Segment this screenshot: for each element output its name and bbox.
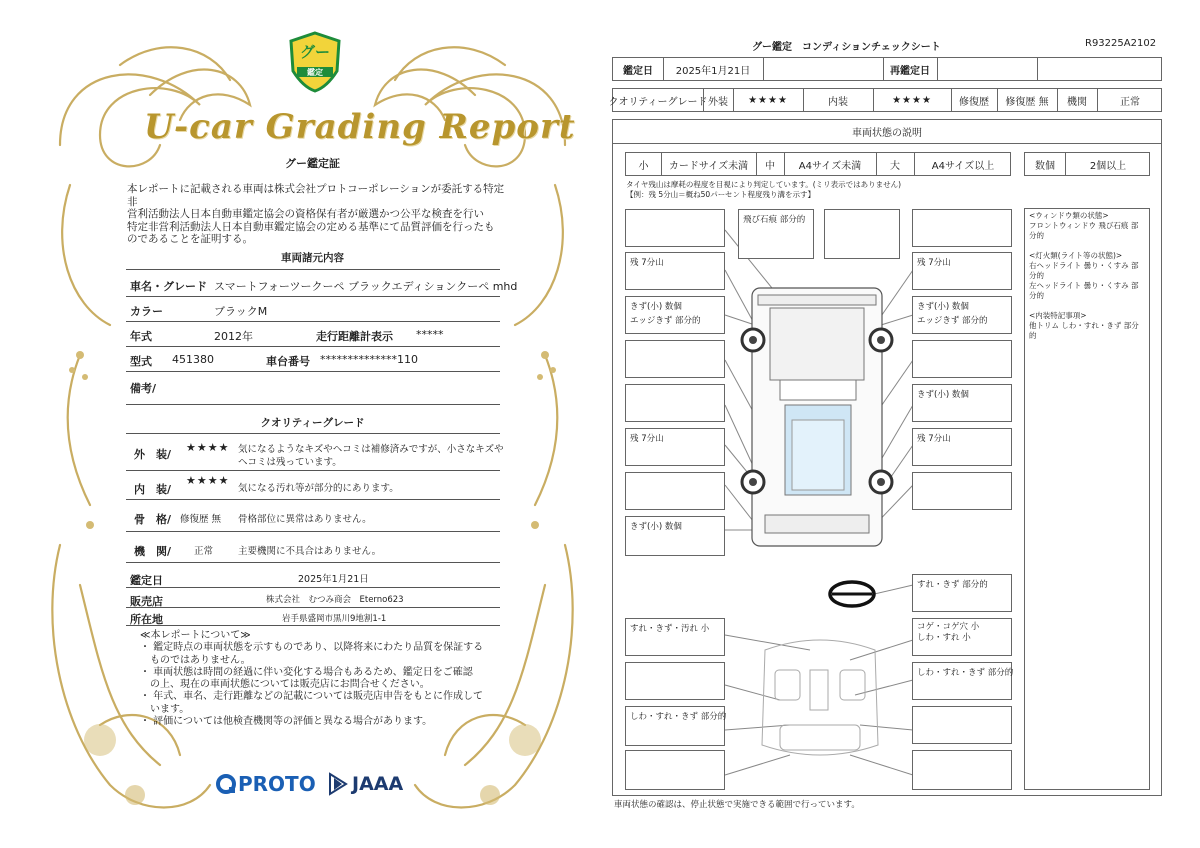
grading-certificate xyxy=(40,25,585,825)
spec-row-year: 年式 2012年 走行距離計表示 ***** xyxy=(126,322,500,347)
quality-row-exterior: 外 装/ ★★★★ 気になるようなキズやヘコミは補修済みですが、小さなキズや ヘコミは残っています。 xyxy=(126,435,500,471)
note-box-int-right-3 xyxy=(912,706,1012,744)
note-box-int-left-3: しわ・すれ・きず 部分的 xyxy=(625,706,725,746)
proto-logo: PROTO xyxy=(215,771,316,797)
count-legend: 数個 2個以上 xyxy=(1024,152,1150,176)
spec-heading: 車両諸元内容 xyxy=(281,252,344,264)
note-box-int-right-1: コゲ・コゲ穴 小 しわ・すれ 小 xyxy=(912,618,1012,656)
info-row-address: 所在地 岩手県盛岡市黒川9地割1-1 xyxy=(126,608,500,626)
info-row-date: 鑑定日 2025年1月21日 xyxy=(126,566,500,588)
note-box-l5 xyxy=(625,384,725,422)
goo-badge-icon xyxy=(287,31,343,93)
note-box-r4 xyxy=(912,340,1012,378)
quality-heading: クオリティーグレード xyxy=(260,417,365,429)
note-box-right-front-tire: 残 7分山 xyxy=(912,252,1012,290)
exterior-stars: ★★★★ xyxy=(186,441,230,454)
sheet-footer: 車両状態の確認は、停止状態で実施できる範囲で行っています。 xyxy=(614,800,860,810)
note-box-left-front-side: きず(小) 数個 エッジきず 部分的 xyxy=(625,296,725,334)
section-title: 車両状態の説明 xyxy=(613,120,1161,144)
note-box-r7 xyxy=(912,472,1012,510)
note-box-front-center: 飛び石痕 部分的 xyxy=(738,209,814,259)
note-box-l1 xyxy=(625,209,725,247)
quality-row-interior: 内 装/ ★★★★ 気になる汚れ等が部分的にあります。 xyxy=(126,471,500,500)
note-box-int-left-2 xyxy=(625,662,725,700)
note-box-l4 xyxy=(625,340,725,378)
report-number: R93225A2102 xyxy=(1085,38,1157,49)
note-box-left-front-tire: 残 7分山 xyxy=(625,252,725,290)
date-row: 鑑定日 2025年1月21日 再鑑定日 xyxy=(612,57,1162,81)
jaaa-logo: JAAA xyxy=(328,771,403,797)
proto-mark-icon xyxy=(215,773,237,795)
note-box-steering: すれ・きず 部分的 xyxy=(912,574,1012,612)
tire-note: タイヤ残山は摩耗の程度を目視により判定しています。(ミリ表示ではありません) 【例：残 5分山＝概ね50パーセント程度残り溝を示す】 xyxy=(626,180,902,199)
note-box-left-rear: きず(小) 数個 xyxy=(625,516,725,556)
spec-row-color: カラー ブラックM xyxy=(126,297,500,322)
sheet-title: グー鑑定 コンディションチェックシート xyxy=(752,42,941,53)
badge-top-text: グー xyxy=(299,43,330,61)
badge-bottom-text: 鑑定 xyxy=(307,68,323,77)
certificate-intro: 本レポートに記載される車両は株式会社プロトコーポレーションが委託する特定非 営利活動法人日本自動車鑑定協会の資格保有者が厳選かつ公平な検査を行い 特定非営利活動法人日本自動車鑑定協会の定める基準にて品質評価を行ったも のであることを証明する。 xyxy=(127,183,505,245)
interior-stars: ★★★★ xyxy=(186,474,230,487)
sheet-interior-stars: ★★★★ xyxy=(892,94,932,106)
note-box-int-left-1: すれ・きず・汚れ 小 xyxy=(625,618,725,656)
grading-report-title: U-car Grading Report xyxy=(144,107,576,147)
certificate-heading: グー鑑定証 xyxy=(285,157,340,170)
note-box-r1 xyxy=(912,209,1012,247)
note-box-int-right-2: しわ・すれ・きず 部分的 xyxy=(912,662,1012,700)
quality-row-engine: 機 関/ 正常 主要機関に不具合はありません。 xyxy=(126,532,500,563)
spec-row-type: 型式 451380 車台番号 **************110 xyxy=(126,347,500,372)
note-box-l7 xyxy=(625,472,725,510)
quality-row: クオリティーグレード 外装 ★★★★ 内装 ★★★★ 修復歴 修復歴 無 機関 正常 xyxy=(612,88,1162,112)
note-box-right-rear-tire: 残 7分山 xyxy=(912,428,1012,466)
note-box-int-right-4 xyxy=(912,750,1012,790)
note-box-c2 xyxy=(824,209,900,259)
info-row-shop: 販売店 株式会社 むつみ商会 Eterno623 xyxy=(126,588,500,608)
side-notes: <ウィンドウ類の状態> フロントウィンドウ 飛び石痕 部分的 <灯火類(ライト等の状態)> 右ヘッドライト 曇り・くすみ 部分的 左ヘッドライト 曇り・くすみ 部分的 <内装特記事項> 他トリム しわ・すれ・きず 部分的 xyxy=(1024,208,1150,790)
note-box-right-front-side: きず(小) 数個 エッジきず 部分的 xyxy=(912,296,1012,334)
size-legend: 小 カードサイズ未満 中 A4サイズ未満 大 A4サイズ以上 xyxy=(625,152,1011,176)
sheet-exterior-stars: ★★★★ xyxy=(748,94,788,106)
about-report: ≪本レポートについて≫ ・ 鑑定時点の車両状態を示すものであり、以降将来にわたり品質を保証する ものではありません。 ・ 車両状態は時間の経過に伴い変化する場合もあるため、鑑定日をご確認 の上、現在の車両状態については販売店にお問合せください。 ・ 年式、車名、走行距離などの記載については販売店申告をもとに作成して います。 ・ 評価については他検査機関等の評価と異なる場合があります。 xyxy=(140,630,484,728)
spec-row-model: 車名・グレード スマートフォーツークーペ ブラックエディションクーペ mhd xyxy=(126,272,500,297)
note-box-int-left-4 xyxy=(625,750,725,790)
note-box-left-rear-tire: 残 7分山 xyxy=(625,428,725,466)
quality-row-frame: 骨 格/ 修復歴 無 骨格部位に異常はありません。 xyxy=(126,500,500,532)
spec-row-note: 備考/ xyxy=(126,372,500,405)
note-box-right-mid: きず(小) 数個 xyxy=(912,384,1012,422)
jaaa-mark-icon xyxy=(328,772,348,796)
